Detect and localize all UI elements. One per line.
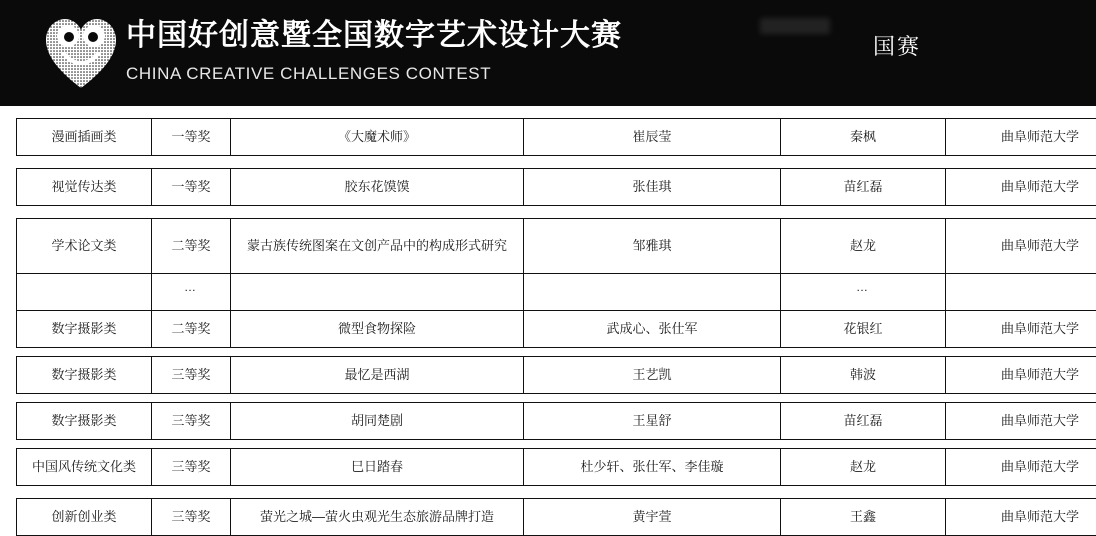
row-gap [17, 440, 1096, 449]
cell-work: 萤光之城—萤火虫观光生态旅游品牌打造 [231, 499, 524, 536]
cell-advisor-text: … [856, 280, 870, 294]
cell-advisor: 王鑫 [781, 499, 946, 536]
row-gap-cell [17, 440, 1096, 449]
contest-stage-label: 国赛 [873, 30, 921, 61]
cell-author: 武成心、张仕军 [524, 311, 781, 348]
row-gap-cell [17, 156, 1096, 169]
cell-author: 邹雅琪 [524, 219, 781, 274]
table-row-clipped [17, 274, 1096, 311]
cell-award: 三等奖 [152, 449, 231, 486]
cell-school [946, 274, 1096, 311]
cell-category [17, 274, 152, 311]
cell-award: 一等奖 [152, 119, 231, 156]
cell-award: 二等奖 [152, 311, 231, 348]
cell-work [231, 274, 524, 311]
table-row [17, 311, 1096, 348]
cell-advisor: 赵龙 [781, 449, 946, 486]
cell-award: 二等奖 [152, 219, 231, 274]
results-table-wrap [0, 118, 1096, 536]
cell-award: 三等奖 [152, 499, 231, 536]
cell-award: 一等奖 [152, 169, 231, 206]
cell-school: 曲阜师范大学 [946, 403, 1096, 440]
cell-author: 崔辰莹 [524, 119, 781, 156]
cell-advisor: 花银红 [781, 311, 946, 348]
cell-advisor: 苗红磊 [781, 169, 946, 206]
cell-category: 数字摄影类 [17, 403, 152, 440]
cell-advisor: 秦枫 [781, 119, 946, 156]
cell-work: 微型食物探险 [231, 311, 524, 348]
row-gap [17, 156, 1096, 169]
cell-school: 曲阜师范大学 [946, 449, 1096, 486]
row-gap-cell [17, 394, 1096, 403]
cell-award: 三等奖 [152, 403, 231, 440]
table-row [17, 169, 1096, 206]
row-gap-cell [17, 206, 1096, 219]
table-row [17, 449, 1096, 486]
cell-school: 曲阜师范大学 [946, 311, 1096, 348]
cell-award: 三等奖 [152, 357, 231, 394]
banner-highlight [760, 18, 830, 34]
cell-advisor: 苗红磊 [781, 403, 946, 440]
table-row [17, 357, 1096, 394]
cell-category: 创新创业类 [17, 499, 152, 536]
cell-category: 学术论文类 [17, 219, 152, 274]
cell-category: 视觉传达类 [17, 169, 152, 206]
cell-advisor: 韩波 [781, 357, 946, 394]
cell-author: 王艺凯 [524, 357, 781, 394]
cell-school: 曲阜师范大学 [946, 357, 1096, 394]
table-row [17, 403, 1096, 440]
cell-school: 曲阜师范大学 [946, 169, 1096, 206]
cell-category: 漫画插画类 [17, 119, 152, 156]
results-table [16, 118, 1096, 536]
row-gap [17, 206, 1096, 219]
cell-work: 胡同楚剧 [231, 403, 524, 440]
row-gap [17, 348, 1096, 357]
table-row [17, 119, 1096, 156]
cell-school: 曲阜师范大学 [946, 119, 1096, 156]
table-row [17, 499, 1096, 536]
cell-work: 最忆是西湖 [231, 357, 524, 394]
cell-category: 数字摄影类 [17, 357, 152, 394]
heart-panda-logo [44, 14, 118, 90]
cell-author: 张佳琪 [524, 169, 781, 206]
cell-award [152, 274, 231, 311]
cell-author: 黄宇萱 [524, 499, 781, 536]
cell-advisor [781, 274, 946, 311]
cell-school: 曲阜师范大学 [946, 499, 1096, 536]
row-gap-cell [17, 486, 1096, 499]
cell-work: 胶东花馍馍 [231, 169, 524, 206]
header-title-block [126, 16, 622, 86]
row-gap [17, 394, 1096, 403]
cell-advisor: 赵龙 [781, 219, 946, 274]
page-header-banner [0, 0, 1096, 106]
cell-category: 数字摄影类 [17, 311, 152, 348]
cell-author [524, 274, 781, 311]
row-gap-cell [17, 348, 1096, 357]
cell-work: 蒙古族传统图案在文创产品中的构成形式研究 [231, 219, 524, 274]
cell-work: 《大魔术师》 [231, 119, 524, 156]
page-title-cn: 中国好创意暨全国数字艺术设计大赛 [126, 16, 622, 56]
row-gap [17, 486, 1096, 499]
cell-author: 王星舒 [524, 403, 781, 440]
cell-category: 中国风传统文化类 [17, 449, 152, 486]
table-row [17, 219, 1096, 274]
cell-work: 巳日踏春 [231, 449, 524, 486]
cell-author: 杜少轩、张仕军、李佳璇 [524, 449, 781, 486]
page-title-en: CHINA CREATIVE CHALLENGES CONTEST [126, 62, 622, 86]
cell-award-text: … [184, 280, 198, 294]
cell-school: 曲阜师范大学 [946, 219, 1096, 274]
